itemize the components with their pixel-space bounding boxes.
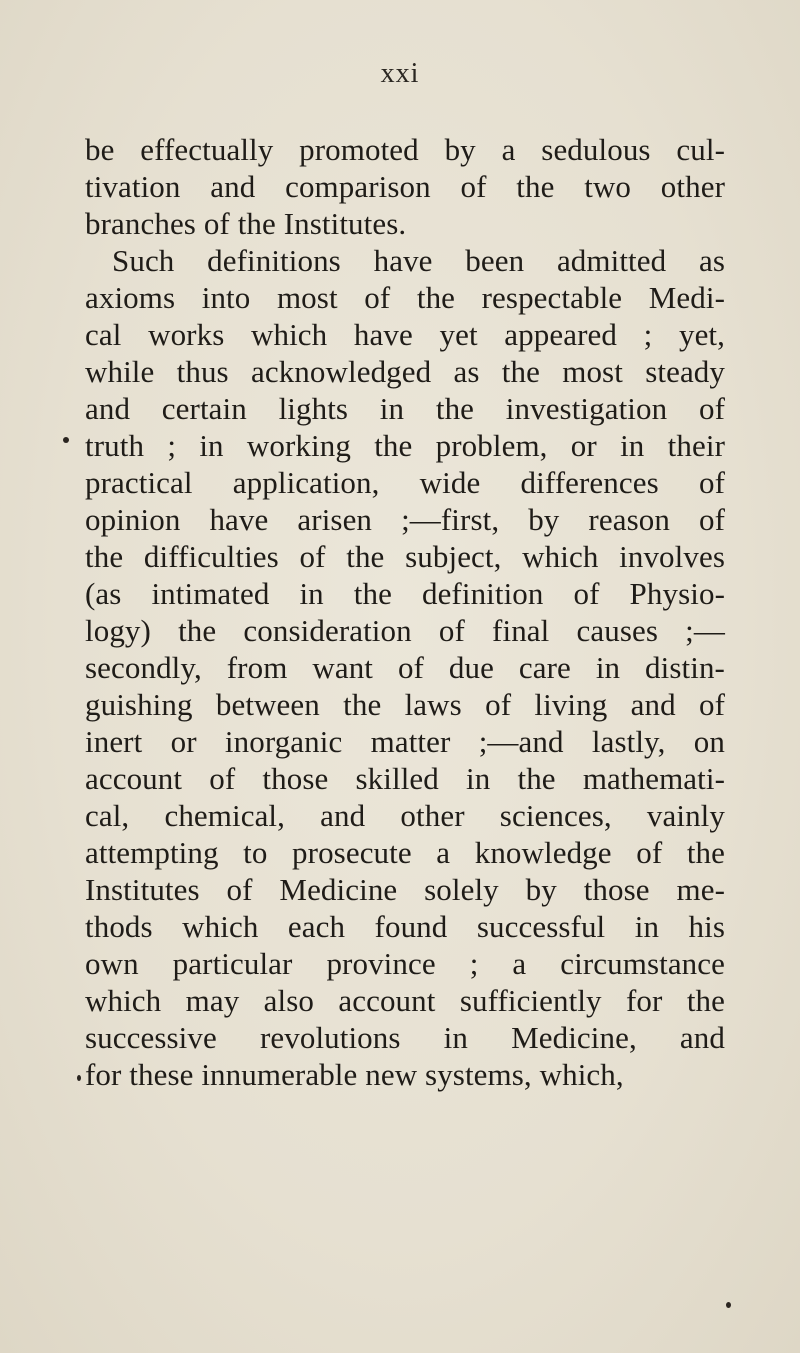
text-line: while thus acknowledged as the most steady (85, 354, 725, 389)
text-line: successive revolutions in Medicine, and (85, 1020, 725, 1055)
text-line: be effectually promoted by a sedulous cul- (85, 132, 725, 167)
body-text (85, 131, 725, 1093)
text-line: cal, chemical, and other sciences, vainly (85, 798, 725, 833)
text-line: the difficulties of the subject, which involves (85, 539, 725, 574)
text-line: opinion have arisen ;—first, by reason of (85, 502, 725, 537)
text-line: cal works which have yet appeared ; yet, (85, 317, 725, 352)
page-number: xxi (380, 58, 420, 89)
ink-speck (726, 1302, 731, 1308)
text-line: which may also account sufficiently for the (85, 983, 725, 1018)
text-line: tivation and comparison of the two other (85, 169, 725, 204)
text-line: Such definitions have been admitted as (112, 243, 725, 278)
text-line: and certain lights in the investigation of (85, 391, 725, 426)
text-line: secondly, from want of due care in distin- (85, 650, 725, 685)
text-line: branches of the Institutes. (85, 206, 407, 241)
text-line: truth ; in working the problem, or in their (85, 428, 725, 463)
text-line: practical application, wide differences of (85, 465, 725, 500)
text-line: own particular province ; a circumstance (85, 946, 725, 981)
ink-speck (63, 437, 69, 443)
text-line: axioms into most of the respectable Medi- (85, 280, 725, 315)
text-line: attempting to prosecute a knowledge of the (85, 835, 725, 870)
text-line: inert or inorganic matter ;—and lastly, on (85, 724, 725, 759)
text-line: (as intimated in the definition of Physio- (85, 576, 725, 611)
text-line: guishing between the laws of living and of (85, 687, 725, 722)
text-line: account of those skilled in the mathemati- (85, 761, 725, 796)
text-line: thods which each found successful in his (85, 909, 725, 944)
text-line: for these innumerable new systems, which, (85, 1057, 624, 1092)
text-line: Institutes of Medicine solely by those me- (85, 872, 725, 907)
ink-speck (77, 1075, 81, 1081)
text-line: logy) the consideration of final causes ;— (85, 613, 725, 648)
